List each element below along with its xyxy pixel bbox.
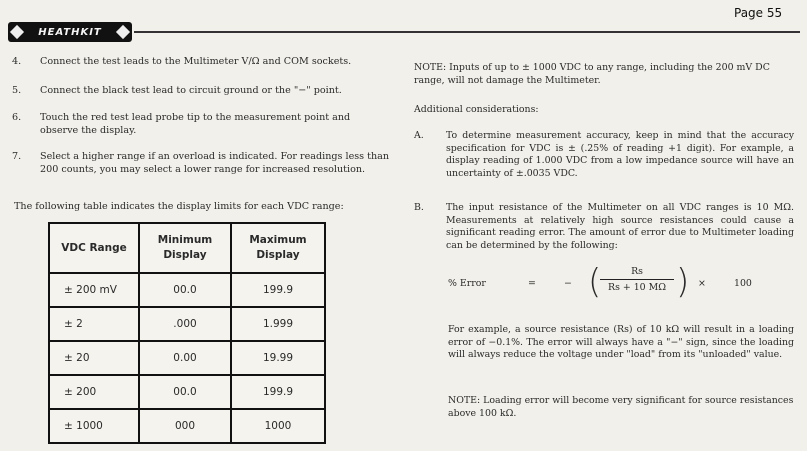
step-number: 5.	[12, 85, 22, 96]
table-row	[49, 375, 325, 409]
formula-multiplier: 100	[734, 278, 752, 289]
step-7	[12, 151, 390, 176]
cell-min: 000	[139, 409, 231, 443]
cell-min: 00.0	[139, 375, 231, 409]
note-input-limit: NOTE: Inputs of up to ± 1000 VDC to any range, including the 200 mV DC range, will not damage the Multimeter.	[414, 62, 770, 86]
logo-diamond-right-icon	[116, 25, 130, 39]
right-paren-icon: )	[676, 262, 690, 302]
cell-max: 1.999	[231, 307, 325, 341]
vdc-range-table	[48, 222, 326, 444]
loading-example: For example, a source resistance (Rs) of 10 kΩ will result in a loading error of −0.1%. The error will always have a "−" sign, since the loading will always reduce the voltage under "load" from its "unloaded" value.	[448, 324, 794, 360]
logo-diamond-left-icon	[10, 25, 24, 39]
cell-max: 199.9	[231, 273, 325, 307]
cell-range: ± 1000	[49, 409, 139, 443]
page-number: Page 55	[734, 6, 783, 20]
formula-numerator: Rs	[600, 266, 674, 280]
step-number: 4.	[12, 56, 22, 67]
note-loading-error: NOTE: Loading error will become very significant for source resistances above 100 kΩ.	[448, 395, 794, 419]
table-header-row	[49, 223, 325, 273]
step-number: 7.	[12, 151, 22, 162]
table-row	[49, 341, 325, 375]
consideration-a	[414, 130, 794, 180]
header-vdc-range: VDC Range	[49, 223, 139, 273]
item-letter: B.	[414, 202, 424, 213]
step-4	[12, 56, 390, 69]
cell-range: ± 2	[49, 307, 139, 341]
step-text: Select a higher range if an overload is indicated. For readings less than 200 counts, you may select a lower range for increased resolution.	[40, 151, 390, 175]
additional-considerations-heading: Additional considerations:	[414, 104, 539, 115]
cell-max: 1000	[231, 409, 325, 443]
cell-max: 19.99	[231, 341, 325, 375]
heathkit-logo	[8, 22, 132, 42]
item-text: To determine measurement accuracy, keep in mind that the accuracy specification for VDC is ± (.25% of reading +1 digit). For example, a display reading of 1.000 VDC from a low impedance source will have an uncertainty of ±.0035 VDC.	[446, 130, 794, 179]
header-minimum-display: Minimum Display	[139, 223, 231, 273]
table-intro: The following table indicates the display limits for each VDC range:	[14, 201, 344, 212]
step-text: Connect the test leads to the Multimeter V/Ω and COM sockets.	[40, 56, 352, 67]
formula-times: ×	[698, 278, 706, 289]
cell-range: ± 200 mV	[49, 273, 139, 307]
step-6	[12, 112, 390, 137]
cell-range: ± 20	[49, 341, 139, 375]
consideration-b	[414, 202, 794, 252]
cell-min: 00.0	[139, 273, 231, 307]
formula-fraction	[600, 266, 674, 293]
cell-range: ± 200	[49, 375, 139, 409]
formula-denominator: Rs + 10 MΩ	[608, 282, 666, 293]
item-text: The input resistance of the Multimeter on all VDC ranges is 10 MΩ. Measurements at relatively high source resistances could cause a significant reading error. The amount of error due to Multimeter loading can be determined by the following:	[446, 202, 794, 251]
header-maximum-display: Maximum Display	[231, 223, 325, 273]
cell-max: 199.9	[231, 375, 325, 409]
table-row	[49, 307, 325, 341]
left-paren-icon: (	[588, 262, 602, 302]
cell-min: .000	[139, 307, 231, 341]
step-text: Connect the black test lead to circuit ground or the "−" point.	[40, 85, 342, 96]
cell-min: 0.00	[139, 341, 231, 375]
step-5	[12, 85, 390, 98]
formula-equals: =	[528, 278, 536, 289]
table-row	[49, 273, 325, 307]
formula-minus: −	[564, 278, 572, 289]
formula-label: % Error	[448, 278, 486, 289]
error-formula	[448, 258, 788, 308]
step-number: 6.	[12, 112, 22, 123]
logo-text: HEATHKIT	[38, 26, 102, 38]
item-letter: A.	[414, 130, 424, 141]
step-text: Touch the red test lead probe tip to the measurement point and observe the display.	[40, 112, 351, 136]
table-row	[49, 409, 325, 443]
header-rule	[134, 31, 800, 33]
